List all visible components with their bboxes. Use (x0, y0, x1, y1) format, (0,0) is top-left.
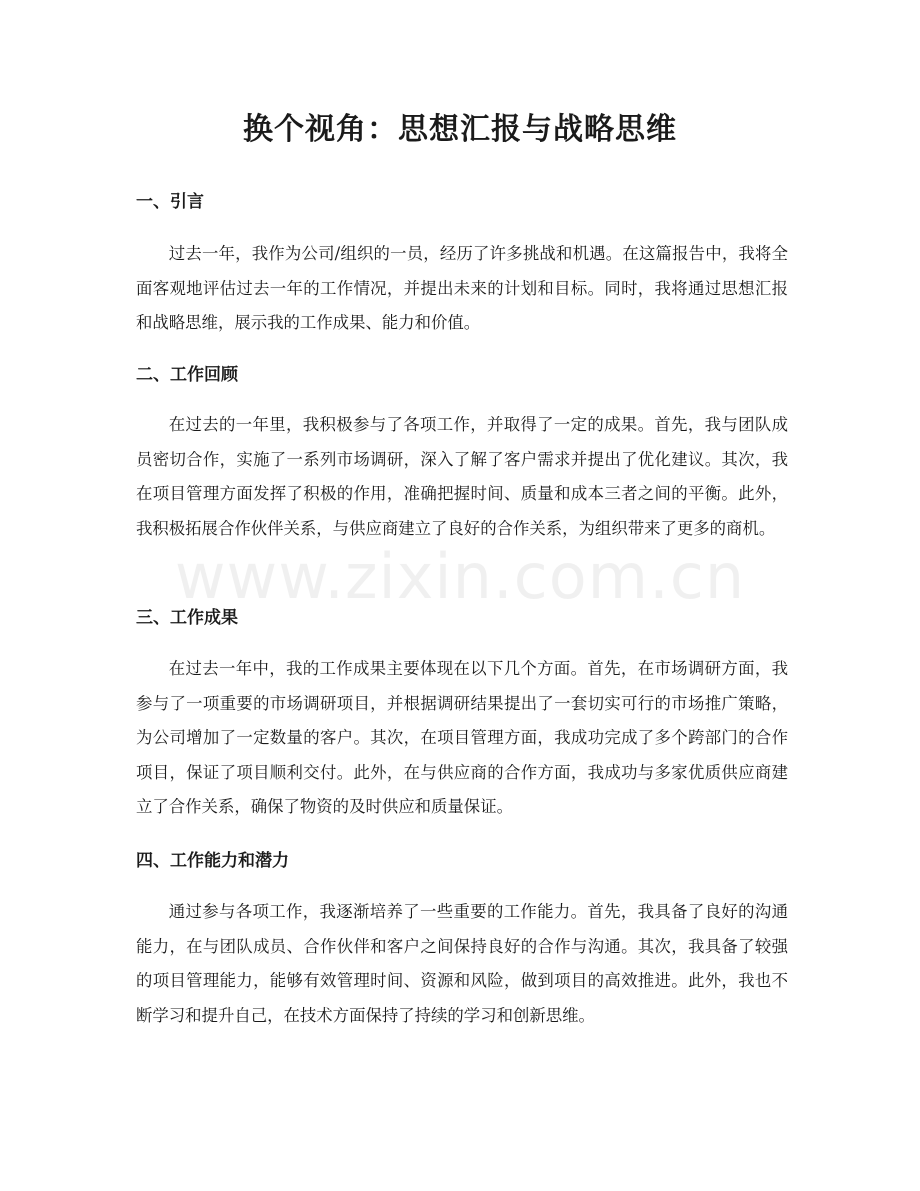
section-paragraph-introduction: 过去一年，我作为公司/组织的一员，经历了许多挑战和机遇。在这篇报告中，我将全面客观地评估过去一年的工作情况，并提出未来的计划和目标。同时，我将通过思想汇报和战略思维，展示我的工作成果、能力和价值。 (136, 244, 788, 333)
section-heading-introduction: 一、引言 (136, 192, 204, 212)
section-heading-work-review: 二、工作回顾 (136, 365, 238, 385)
section-heading-abilities: 四、工作能力和潜力 (136, 851, 289, 871)
document-title: 换个视角：思想汇报与战略思维 (243, 112, 677, 147)
section-paragraph-work-results: 在过去一年中，我的工作成果主要体现在以下几个方面。首先，在市场调研方面，我参与了一项重要的市场调研项目，并根据调研结果提出了一套切实可行的市场推广策略，为公司增加了一定数量的客户。其次，在项目管理方面，我成功完成了多个跨部门的合作项目，保证了项目顺利交付。此外，在与供应商的合作方面，我成功与多家优质供应商建立了合作关系，确保了物资的及时供应和质量保证。 (136, 659, 788, 817)
section-paragraph-work-review: 在过去的一年里，我积极参与了各项工作，并取得了一定的成果。首先，我与团队成员密切合作，实施了一系列市场调研，深入了解了客户需求并提出了优化建议。其次，我在项目管理方面发挥了积极的作用，准确把握时间、质量和成本三者之间的平衡。此外，我积极拓展合作伙伴关系，与供应商建立了良好的合作关系，为组织带来了更多的商机。 (136, 415, 788, 538)
section-paragraph-abilities: 通过参与各项工作，我逐渐培养了一些重要的工作能力。首先，我具备了良好的沟通能力，在与团队成员、合作伙伴和客户之间保持良好的合作与沟通。其次，我具备了较强的项目管理能力，能够有效管理时间、资源和风险，做到项目的高效推进。此外，我也不断学习和提升自己，在技术方面保持了持续的学习和创新思维。 (136, 902, 788, 1025)
watermark: www.zixin.com.cn (174, 540, 746, 613)
section-heading-work-results: 三、工作成果 (136, 608, 238, 628)
